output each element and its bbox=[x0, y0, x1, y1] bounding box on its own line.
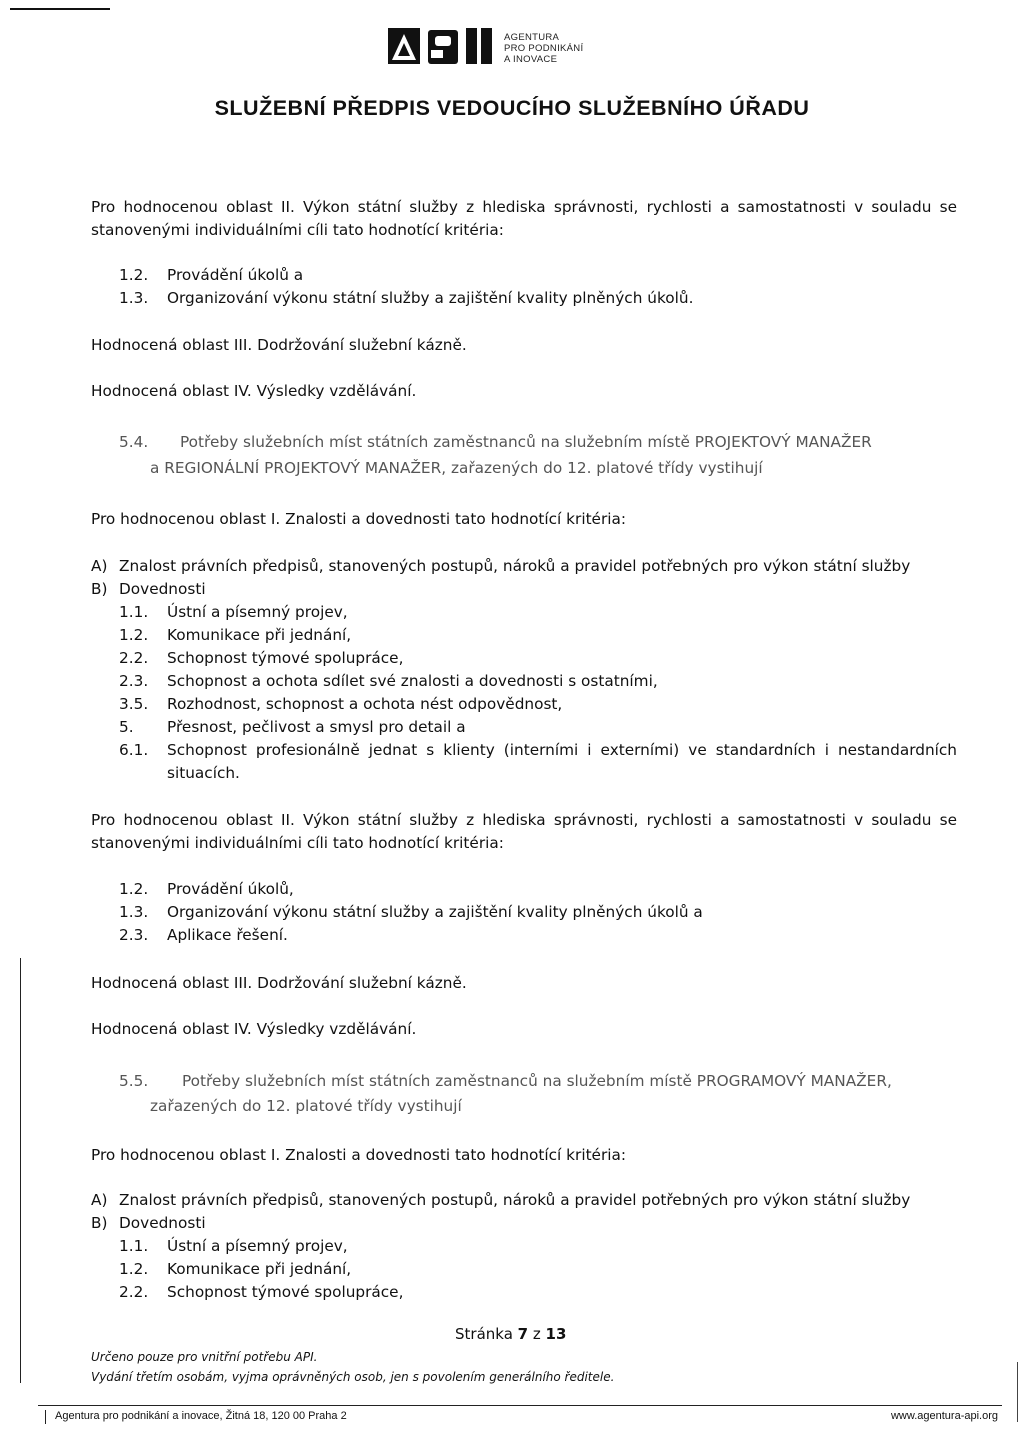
skill-num: 2.2. bbox=[119, 649, 149, 667]
section-heading-line2: zařazených do 12. platové třídy vystihují bbox=[150, 1097, 462, 1115]
margin-bar bbox=[20, 958, 21, 1383]
list-num: 2.3. bbox=[119, 926, 149, 944]
skill-text: Ústní a písemný projev, bbox=[167, 603, 348, 621]
page-separator: z bbox=[528, 1325, 546, 1343]
skill-num: 6.1. bbox=[119, 741, 149, 759]
area4-heading: Hodnocená oblast IV. Výsledky vzdělávání. bbox=[91, 1020, 417, 1038]
skill-text: Rozhodnost, schopnost a ochota nést odpovědnost, bbox=[167, 695, 563, 713]
skill-num: 2.3. bbox=[119, 672, 149, 690]
section-heading-line1: Potřeby služebních míst státních zaměstnanců na služebním místě PROJEKTOVÝ MANAŽER bbox=[180, 433, 872, 451]
skill-text: Schopnost a ochota sdílet své znalosti a dovednosti s ostatními, bbox=[167, 672, 658, 690]
list-label: B) bbox=[91, 580, 108, 598]
skill-num: 3.5. bbox=[119, 695, 149, 713]
list-text: Provádění úkolů, bbox=[167, 880, 294, 898]
page-prefix: Stránka bbox=[455, 1325, 518, 1343]
skill-text: Ústní a písemný projev, bbox=[167, 1237, 348, 1255]
agency-name bbox=[504, 32, 583, 65]
document-title: SLUŽEBNÍ PŘEDPIS VEDOUCÍHO SLUŽEBNÍHO ÚŘADU bbox=[214, 96, 810, 120]
skill-text: Komunikace při jednání, bbox=[167, 626, 352, 644]
area1-heading: Pro hodnocenou oblast I. Znalosti a dovednosti tato hodnotící kritéria: bbox=[91, 1146, 627, 1164]
list-num: 1.3. bbox=[119, 903, 149, 921]
list-text: Znalost právních předpisů, stanovených postupů, nároků a pravidel potřebných pro výkon státní služby bbox=[119, 557, 911, 575]
section-heading-line1: Potřeby služebních míst státních zaměstnanců na služebním místě PROGRAMOVÝ MANAŽER, bbox=[182, 1072, 892, 1090]
list-label: A) bbox=[91, 557, 108, 575]
skill-num: 5. bbox=[119, 718, 134, 736]
area4-heading: Hodnocená oblast IV. Výsledky vzdělávání. bbox=[91, 382, 417, 400]
list-text: Provádění úkolů a bbox=[167, 266, 304, 284]
page-current: 7 bbox=[517, 1325, 529, 1343]
footer-address: Agentura pro podnikání a inovace, Žitná 18, 120 00 Praha 2 bbox=[55, 1410, 347, 1422]
list-text: Organizování výkonu státní služby a zajištění kvality plněných úkolů. bbox=[167, 289, 694, 307]
footer-rule bbox=[38, 1405, 1002, 1406]
page-number bbox=[455, 1325, 566, 1343]
skill-num: 1.2. bbox=[119, 1260, 149, 1278]
skill-num: 1.1. bbox=[119, 603, 149, 621]
skill-text: Schopnost profesionálně jednat s klienty (interními i externími) ve standardních i nestandardních situacích. bbox=[167, 741, 957, 782]
skill-num: 1.2. bbox=[119, 626, 149, 644]
skill-num: 1.1. bbox=[119, 1237, 149, 1255]
footer-bar bbox=[45, 1410, 46, 1424]
list-label: A) bbox=[91, 1191, 108, 1209]
area2-intro: Pro hodnocenou oblast II. Výkon státní služby z hlediska správnosti, rychlosti a samostatnosti v souladu se stanovenými individuálními cíli tato hodnotící kritéria: bbox=[91, 811, 957, 852]
section-heading-line2: a REGIONÁLNÍ PROJEKTOVÝ MANAŽER, zařazených do 12. platové třídy vystihují bbox=[150, 459, 763, 477]
skill-text: Komunikace při jednání, bbox=[167, 1260, 352, 1278]
list-label: B) bbox=[91, 1214, 108, 1232]
section-number: 5.5. bbox=[119, 1072, 149, 1090]
list-num: 1.2. bbox=[119, 880, 149, 898]
list-text: Aplikace řešení. bbox=[167, 926, 288, 944]
list-text: Dovednosti bbox=[119, 1214, 206, 1232]
internal-use-note: Určeno pouze pro vnitřní potřebu API. bbox=[91, 1350, 318, 1364]
page-total: 13 bbox=[545, 1325, 567, 1343]
skill-text: Přesnost, pečlivost a smysl pro detail a bbox=[167, 718, 466, 736]
list-text: Dovednosti bbox=[119, 580, 206, 598]
agency-line-1: AGENTURA bbox=[504, 32, 560, 43]
list-num: 1.2. bbox=[119, 266, 149, 284]
skill-num: 2.2. bbox=[119, 1283, 149, 1301]
agency-line-3: A INOVACE bbox=[504, 54, 558, 65]
distribution-note: Vydání třetím osobám, vyjma oprávněných osob, jen s povolením generálního ředitele. bbox=[91, 1370, 615, 1384]
area3-heading: Hodnocená oblast III. Dodržování služební kázně. bbox=[91, 336, 467, 354]
agency-line-2: PRO PODNIKÁNÍ bbox=[504, 43, 584, 54]
footer-website[interactable]: www.agentura-api.org bbox=[890, 1410, 998, 1422]
list-text: Znalost právních předpisů, stanovených postupů, nároků a pravidel potřebných pro výkon státní služby bbox=[119, 1191, 911, 1209]
list-text: Organizování výkonu státní služby a zajištění kvality plněných úkolů a bbox=[167, 903, 703, 921]
list-num: 1.3. bbox=[119, 289, 149, 307]
skill-text: Schopnost týmové spolupráce, bbox=[167, 649, 404, 667]
area1-heading: Pro hodnocenou oblast I. Znalosti a dovednosti tato hodnotící kritéria: bbox=[91, 510, 627, 528]
area3-heading: Hodnocená oblast III. Dodržování služební kázně. bbox=[91, 974, 467, 992]
skill-text: Schopnost týmové spolupráce, bbox=[167, 1283, 404, 1301]
api-logo-mark bbox=[388, 28, 494, 68]
area2-intro: Pro hodnocenou oblast II. Výkon státní služby z hlediska správnosti, rychlosti a samostatnosti v souladu se stanovenými individuálními cíli tato hodnotící kritéria: bbox=[91, 198, 957, 239]
agency-logo bbox=[388, 28, 583, 68]
section-number: 5.4. bbox=[119, 433, 149, 451]
top-rule bbox=[10, 8, 110, 10]
margin-bar bbox=[1017, 1362, 1018, 1422]
